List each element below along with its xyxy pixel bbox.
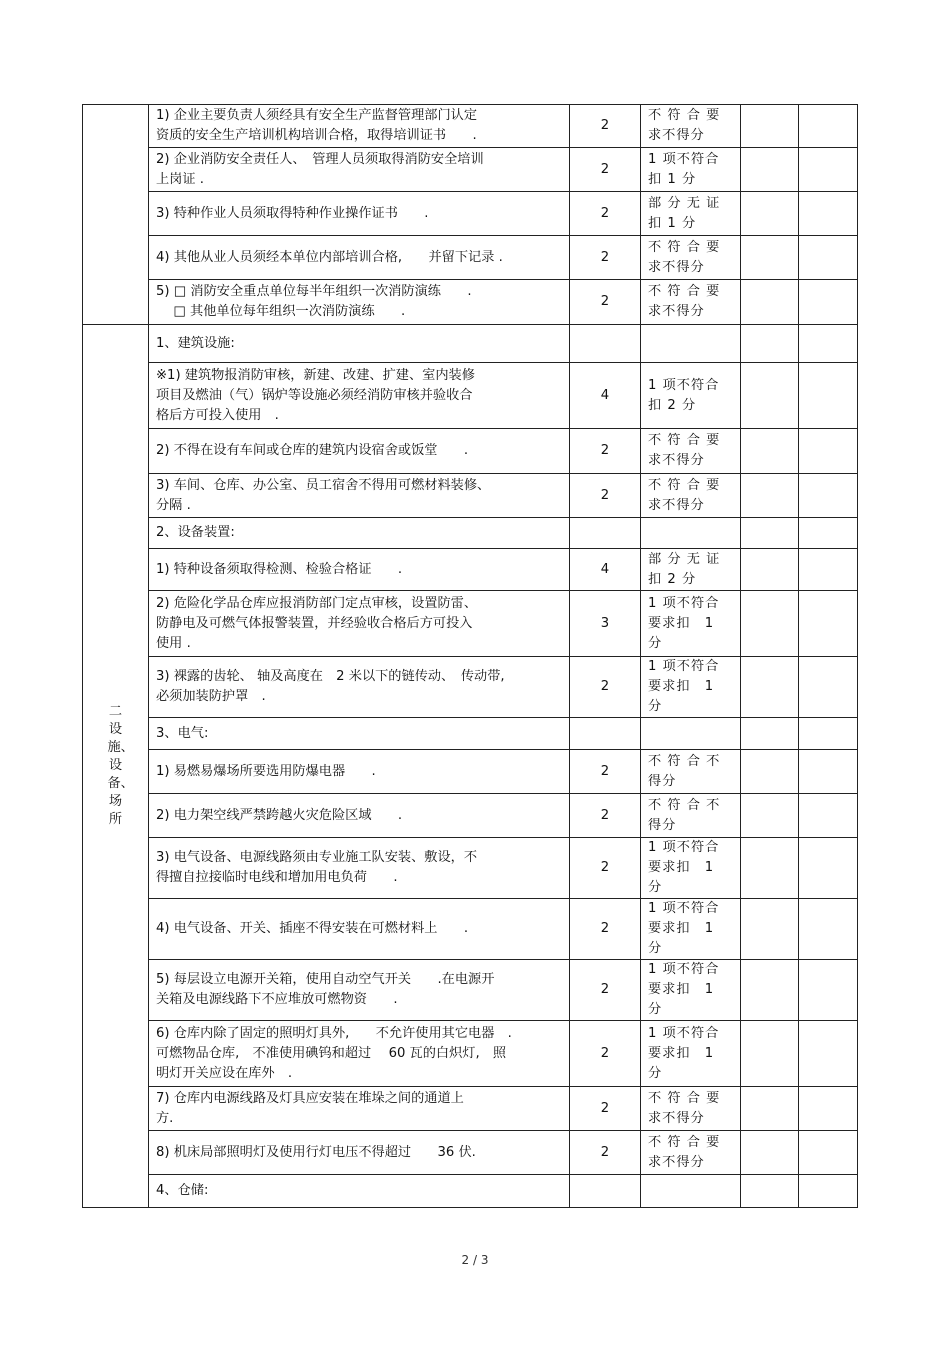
deduction-rule-cell: 不 符 合 要 求不得分 [641, 280, 741, 325]
deduction-rule-cell [641, 518, 741, 549]
score-cell [570, 1175, 641, 1208]
blank-cell-a [741, 657, 799, 718]
score-cell: 2 [570, 1021, 641, 1087]
blank-cell-b [799, 657, 858, 718]
item-cell: 7) 仓库内电源线路及灯具应安装在堆垛之间的通道上 方. [149, 1087, 570, 1131]
score-cell: 2 [570, 1087, 641, 1131]
deduction-rule-cell: 1 项不符合 要求扣 1 分 [641, 591, 741, 657]
blank-cell-a [741, 474, 799, 518]
item-cell: 2) 危险化学品仓库应报消防部门定点审核，设置防雷、 防静电及可燃气体报警装置，并经验收合格后方可投入 使用 . [149, 591, 570, 657]
score-cell: 2 [570, 838, 641, 899]
blank-cell-b [799, 549, 858, 591]
score-cell: 2 [570, 657, 641, 718]
score-cell: 2 [570, 794, 641, 838]
item-cell: 2) 企业消防安全责任人、 管理人员须取得消防安全培训 上岗证 . [149, 148, 570, 192]
deduction-rule-cell: 1 项不符合 要求扣 1 分 [641, 838, 741, 899]
table-row [83, 657, 858, 718]
blank-cell-b [799, 838, 858, 899]
item-cell: 5) 每层设立电源开关箱，使用自动空气开关 .在电源开 关箱及电源线路下不应堆放可燃物资 . [149, 960, 570, 1021]
table-row [83, 1021, 858, 1087]
score-cell: 2 [570, 148, 641, 192]
table-row [83, 429, 858, 474]
blank-cell-b [799, 1087, 858, 1131]
score-cell: 2 [570, 105, 641, 148]
item-cell: 3) 电气设备、电源线路须由专业施工队安装、敷设，不 得擅自拉接临时电线和增加用电负荷 . [149, 838, 570, 899]
category-label: 二设施、设备、场所 [107, 703, 134, 827]
score-cell: 2 [570, 1131, 641, 1175]
table-row [83, 1131, 858, 1175]
blank-cell-b [799, 899, 858, 960]
blank-cell-b [799, 1021, 858, 1087]
deduction-rule-cell: 不 符 合 要 求不得分 [641, 1087, 741, 1131]
score-cell: 4 [570, 363, 641, 429]
blank-cell-a [741, 794, 799, 838]
item-cell: 2) 不得在设有车间或仓库的建筑内设宿舍或饭堂 . [149, 429, 570, 474]
blank-cell-a [741, 192, 799, 236]
table-row [83, 1087, 858, 1131]
table-row [83, 899, 858, 960]
deduction-rule-cell: 1 项不符合 要求扣 1 分 [641, 657, 741, 718]
score-cell: 2 [570, 280, 641, 325]
score-cell: 2 [570, 899, 641, 960]
blank-cell-a [741, 518, 799, 549]
blank-cell-a [741, 280, 799, 325]
blank-cell-b [799, 750, 858, 794]
deduction-rule-cell: 1 项不符合 要求扣 1 分 [641, 899, 741, 960]
item-cell: 4) 电气设备、开关、插座不得安装在可燃材料上 . [149, 899, 570, 960]
blank-cell-b [799, 325, 858, 363]
table-row [83, 960, 858, 1021]
blank-cell-b [799, 1175, 858, 1208]
deduction-rule-cell: 部 分 无 证 扣 2 分 [641, 549, 741, 591]
table-row [83, 192, 858, 236]
deduction-rule-cell [641, 325, 741, 363]
table-row [83, 794, 858, 838]
blank-cell-a [741, 105, 799, 148]
blank-cell-a [741, 838, 799, 899]
table-row [83, 838, 858, 899]
table-row [83, 591, 858, 657]
score-cell: 2 [570, 192, 641, 236]
deduction-rule-cell [641, 1175, 741, 1208]
table-row [83, 280, 858, 325]
table-row [83, 363, 858, 429]
blank-cell-a [741, 236, 799, 280]
blank-cell-b [799, 105, 858, 148]
blank-cell-b [799, 1131, 858, 1175]
item-cell: 1) 特种设备须取得检测、检验合格证 . [149, 549, 570, 591]
item-cell: ※1) 建筑物报消防审核，新建、改建、扩建、室内装修 项目及燃油（气）锅炉等设施必须经消防审核并验收合 格后方可投入使用 . [149, 363, 570, 429]
item-cell: 1、建筑设施: [149, 325, 570, 363]
item-cell: 8) 机床局部照明灯及使用行灯电压不得超过 36 伏. [149, 1131, 570, 1175]
item-cell: 3、电气: [149, 718, 570, 750]
category-cell [83, 105, 149, 325]
score-cell: 2 [570, 236, 641, 280]
blank-cell-b [799, 363, 858, 429]
deduction-rule-cell: 不 符 合 要 求不得分 [641, 429, 741, 474]
deduction-rule-cell: 1 项不符合 扣 1 分 [641, 148, 741, 192]
score-cell [570, 718, 641, 750]
blank-cell-a [741, 1175, 799, 1208]
deduction-rule-cell: 1 项不符合 要求扣 1 分 [641, 1021, 741, 1087]
blank-cell-b [799, 280, 858, 325]
score-cell: 2 [570, 474, 641, 518]
table-row [83, 474, 858, 518]
table-row [83, 325, 858, 363]
item-cell: 4) 其他从业人员须经本单位内部培训合格, 并留下记录 . [149, 236, 570, 280]
item-cell: 3) 车间、仓库、办公室、员工宿舍不得用可燃材料装修、 分隔 . [149, 474, 570, 518]
blank-cell-a [741, 750, 799, 794]
table-row [83, 750, 858, 794]
table-row [83, 148, 858, 192]
page-number: 2 / 3 [461, 1253, 489, 1267]
blank-cell-a [741, 960, 799, 1021]
score-cell: 3 [570, 591, 641, 657]
item-cell: 6) 仓库内除了固定的照明灯具外, 不允许使用其它电器 . 可燃物品仓库, 不准使用碘钨和超过 60 瓦的白炽灯, 照 明灯开关应设在库外 . [149, 1021, 570, 1087]
blank-cell-a [741, 549, 799, 591]
score-cell: 2 [570, 750, 641, 794]
blank-cell-b [799, 591, 858, 657]
score-cell: 4 [570, 549, 641, 591]
checklist-table [82, 104, 858, 1208]
deduction-rule-cell: 不 符 合 要 求不得分 [641, 1131, 741, 1175]
table-row [83, 718, 858, 750]
item-cell: 2、设备装置: [149, 518, 570, 549]
blank-cell-a [741, 325, 799, 363]
blank-cell-b [799, 192, 858, 236]
deduction-rule-cell: 不 符 合 要 求不得分 [641, 236, 741, 280]
item-cell: 3) 特种作业人员须取得特种作业操作证书 . [149, 192, 570, 236]
table-row [83, 518, 858, 549]
blank-cell-a [741, 1087, 799, 1131]
blank-cell-b [799, 148, 858, 192]
blank-cell-a [741, 718, 799, 750]
blank-cell-b [799, 794, 858, 838]
deduction-rule-cell: 不 符 合 要 求不得分 [641, 105, 741, 148]
blank-cell-b [799, 518, 858, 549]
table-row [83, 105, 858, 148]
deduction-rule-cell: 1 项不符合 要求扣 1 分 [641, 960, 741, 1021]
deduction-rule-cell: 不 符 合 不 得分 [641, 750, 741, 794]
score-cell: 2 [570, 429, 641, 474]
deduction-rule-cell: 不 符 合 不 得分 [641, 794, 741, 838]
blank-cell-a [741, 899, 799, 960]
blank-cell-b [799, 429, 858, 474]
blank-cell-a [741, 591, 799, 657]
item-cell: 2) 电力架空线严禁跨越火灾危险区域 . [149, 794, 570, 838]
blank-cell-a [741, 429, 799, 474]
score-cell: 2 [570, 960, 641, 1021]
blank-cell-b [799, 474, 858, 518]
score-cell [570, 518, 641, 549]
item-cell: 5) □ 消防安全重点单位每半年组织一次消防演练 . □ 其他单位每年组织一次消防演练 . [149, 280, 570, 325]
table-row [83, 549, 858, 591]
blank-cell-b [799, 236, 858, 280]
item-cell: 1) 易燃易爆场所要选用防爆电器 . [149, 750, 570, 794]
blank-cell-a [741, 1131, 799, 1175]
deduction-rule-cell: 部 分 无 证 扣 1 分 [641, 192, 741, 236]
blank-cell-a [741, 148, 799, 192]
item-cell: 3) 裸露的齿轮、 轴及高度在 2 米以下的链传动、 传动带, 必须加装防护罩 . [149, 657, 570, 718]
blank-cell-a [741, 1021, 799, 1087]
deduction-rule-cell: 不 符 合 要 求不得分 [641, 474, 741, 518]
deduction-rule-cell: 1 项不符合 扣 2 分 [641, 363, 741, 429]
table-row [83, 1175, 858, 1208]
blank-cell-b [799, 718, 858, 750]
item-cell: 1) 企业主要负责人须经具有安全生产监督管理部门认定 资质的安全生产培训机构培训合格，取得培训证书 . [149, 105, 570, 148]
score-cell [570, 325, 641, 363]
table-row [83, 236, 858, 280]
category-cell [83, 325, 149, 1208]
checklist-body [83, 105, 858, 1208]
item-cell: 4、仓储: [149, 1175, 570, 1208]
deduction-rule-cell [641, 718, 741, 750]
blank-cell-a [741, 363, 799, 429]
blank-cell-b [799, 960, 858, 1021]
